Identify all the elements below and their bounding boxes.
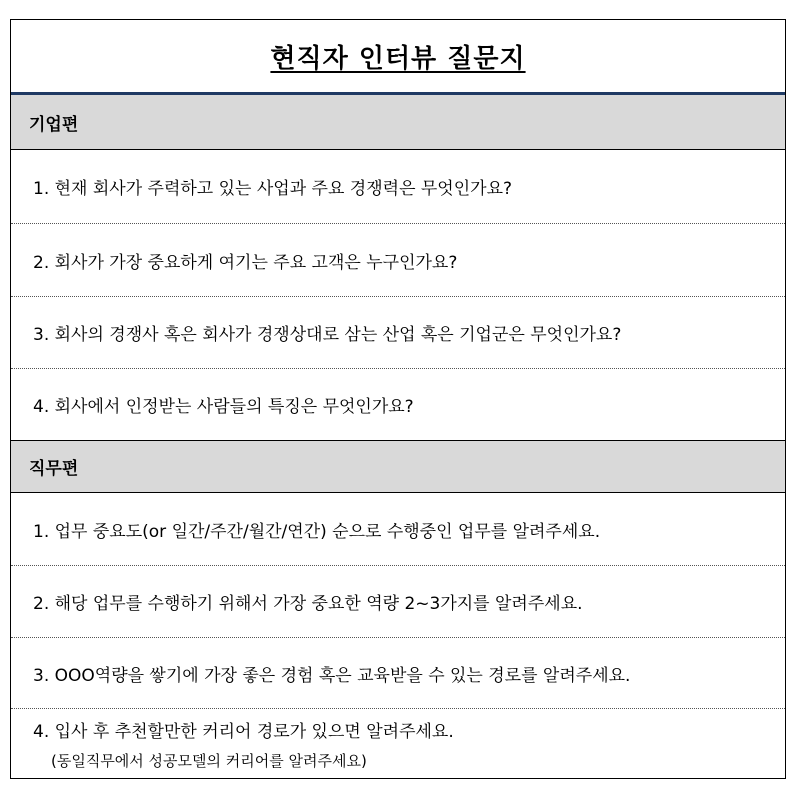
company-question-1: 1. 현재 회사가 주력하고 있는 사업과 주요 경쟁력은 무엇인가요? xyxy=(11,150,785,224)
section-header-company: 기업편 xyxy=(11,95,785,150)
job-question-4-text: 4. 입사 후 추천할만한 커리어 경로가 있으면 알려주세요. xyxy=(33,721,454,742)
section-header-job: 직무편 xyxy=(11,441,785,493)
job-question-4-note: (동일직무에서 성공모델의 커리어를 알려주세요) xyxy=(51,751,367,770)
company-question-4: 4. 회사에서 인정받는 사람들의 특징은 무엇인가요? xyxy=(11,369,785,441)
company-question-3: 3. 회사의 경쟁사 혹은 회사가 경쟁상대로 삼는 산업 혹은 기업군은 무엇인가요? xyxy=(11,297,785,369)
interview-questionnaire xyxy=(10,19,786,779)
job-question-1: 1. 업무 중요도(or 일간/주간/월간/연간) 순으로 수행중인 업무를 알려주세요. xyxy=(11,493,785,566)
company-question-2: 2. 회사가 가장 중요하게 여기는 주요 고객은 누구인가요? xyxy=(11,224,785,297)
job-question-2: 2. 해당 업무를 수행하기 위해서 가장 중요한 역량 2~3가지를 알려주세요. xyxy=(11,566,785,638)
page-title: 현직자 인터뷰 질문지 xyxy=(270,43,526,74)
title-box xyxy=(11,20,785,95)
job-question-3: 3. OOO역량을 쌓기에 가장 좋은 경험 혹은 교육받을 수 있는 경로를 알려주세요. xyxy=(11,638,785,709)
job-question-4 xyxy=(11,709,785,778)
